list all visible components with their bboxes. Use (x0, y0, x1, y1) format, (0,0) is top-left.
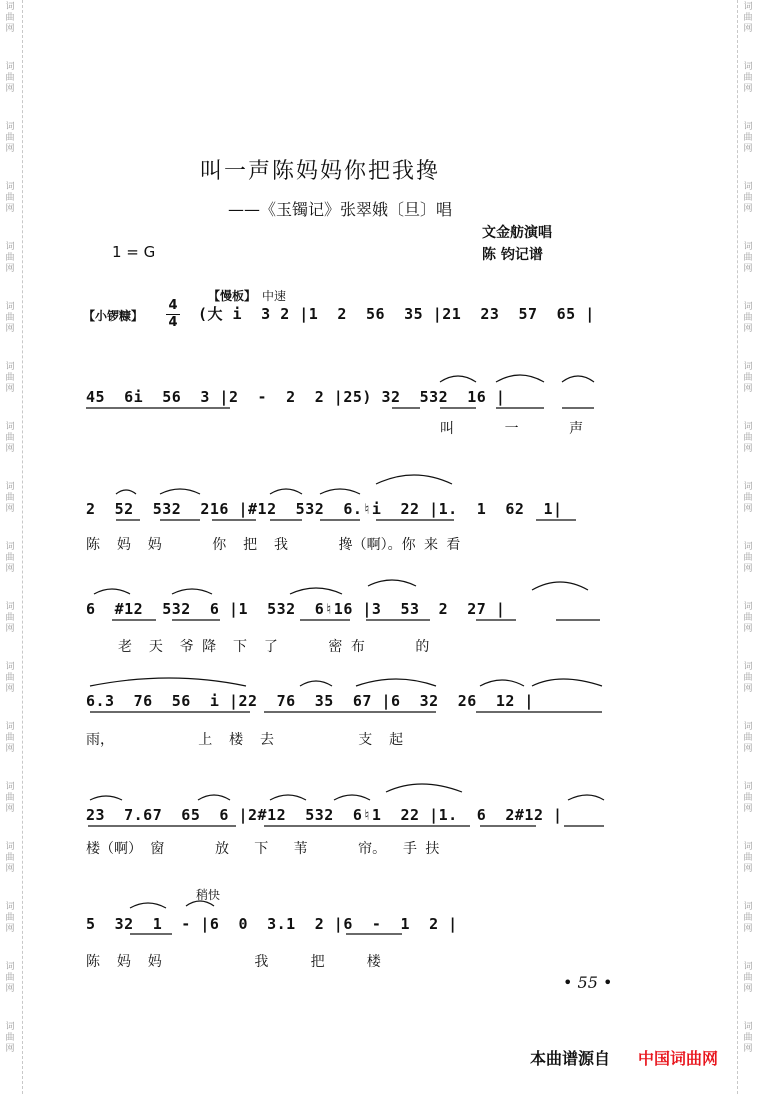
watermark-text: 词 曲 网 (5, 122, 15, 154)
slur-arc (356, 679, 436, 686)
slur-arc (270, 795, 306, 800)
slur-arc (562, 376, 594, 382)
watermark-text: 词 曲 网 (743, 902, 753, 934)
slur-arc (198, 795, 230, 800)
watermark-text: 词 曲 网 (5, 242, 15, 274)
watermark-text: 词 曲 网 (5, 482, 15, 514)
watermark-text: 词 曲 网 (743, 602, 753, 634)
watermark-text: 词 曲 网 (743, 62, 753, 94)
time-signature-bottom: 4 (166, 314, 180, 331)
slur-arc (568, 795, 604, 800)
watermark-text: 词 曲 网 (743, 302, 753, 334)
faster-marking: 稍快 (196, 888, 221, 902)
slur-arc (116, 490, 136, 494)
watermark-text: 词 曲 网 (743, 242, 753, 274)
watermark-text: 词 曲 网 (5, 62, 15, 94)
slur-arc (376, 475, 452, 484)
slur-arc (172, 589, 212, 594)
watermark-text: 词 曲 网 (5, 362, 15, 394)
watermark-text: 词 曲 网 (743, 722, 753, 754)
system-2-lyrics: 叫 一 声 (440, 421, 584, 437)
watermark-text: 词 曲 网 (743, 962, 753, 994)
page-number: • 55 • (563, 973, 613, 992)
slur-arc (270, 489, 302, 494)
slur-arc (300, 681, 332, 686)
watermark-text: 词 曲 网 (5, 302, 15, 334)
system-4-lyrics: 老 天 爷 降 下 了 密 布 的 (118, 639, 430, 655)
watermark-text: 词 曲 网 (5, 602, 15, 634)
watermark-text: 词 曲 网 (743, 662, 753, 694)
watermark-text: 词 曲 网 (5, 842, 15, 874)
slur-arc (334, 795, 370, 800)
slur-arc (386, 784, 462, 792)
system-3-lyrics: 陈 妈 妈 你 把 我 搀（啊）。你 来 看 (86, 537, 461, 553)
watermark-text: 词 曲 网 (5, 542, 15, 574)
watermark-text: 词 曲 网 (743, 542, 753, 574)
slur-arc (90, 678, 246, 686)
time-signature-top: 4 (168, 298, 178, 313)
system-2-notes: 45 6i 56 3 |2 - 2 2 |25) 32 532 16 | (86, 388, 506, 406)
system-5-notes: 6.3 76 56 i |22 76 35 67 |6 32 26 12 | (86, 692, 534, 710)
slur-arc (532, 679, 602, 686)
watermark-text: 词 曲 网 (5, 182, 15, 214)
slur-arc (532, 582, 588, 590)
watermark-text: 词 曲 网 (743, 422, 753, 454)
watermark-text: 词 曲 网 (5, 782, 15, 814)
watermark-text: 词 曲 网 (743, 122, 753, 154)
watermark-text: 词 曲 网 (743, 1022, 753, 1054)
tempo-marking: 【慢板】 (208, 289, 257, 303)
key-signature: 1 = G (112, 243, 156, 261)
slur-arc (290, 588, 342, 594)
footer-source-site[interactable]: 中国词曲网 (638, 1049, 719, 1068)
watermark-text: 词 曲 网 (743, 842, 753, 874)
watermark-text: 词 曲 网 (743, 2, 753, 34)
slur-arc (94, 589, 130, 594)
watermark-text: 词 曲 网 (5, 1022, 15, 1054)
singer-credit: 文金舫演唱 (482, 225, 552, 241)
slur-arc (90, 796, 122, 800)
watermark-text: 词 曲 网 (5, 422, 15, 454)
footer-source-label: 本曲谱源自 (530, 1049, 611, 1068)
notator-credit: 陈 钧记谱 (482, 247, 543, 263)
slur-arc (130, 903, 166, 908)
watermark-text: 词 曲 网 (743, 362, 753, 394)
watermark-text: 词 曲 网 (743, 182, 753, 214)
watermark-text: 词 曲 网 (743, 782, 753, 814)
tempo-word: 中速 (262, 289, 287, 303)
slur-arc (496, 375, 544, 382)
watermark-text: 词 曲 网 (5, 902, 15, 934)
intro-label: 【小锣糠】 (83, 309, 144, 323)
system-6-notes: 23 7.67 65 6 |2#12 532 6♮1 22 |1. 6 2#12 | (86, 806, 563, 824)
song-title: 叫一声陈妈妈你把我搀 (200, 159, 441, 184)
watermark-text: 词 曲 网 (5, 2, 15, 34)
song-subtitle: ——《玉镯记》张翠娥〔旦〕唱 (228, 200, 453, 219)
slur-arc (440, 376, 476, 382)
system-6-lyrics: 楼（啊） 窗 放 下 苇 帘。 手 扶 (86, 841, 440, 857)
slur-arc (186, 901, 214, 906)
slur-arc (160, 489, 200, 494)
slur-arc (480, 680, 524, 686)
watermark-text: 词 曲 网 (5, 662, 15, 694)
system-7-notes: 5 32 1 - |6 0 3.1 2 |6 - 1 2 | (86, 915, 458, 933)
system-5-lyrics: 雨， 上 楼 去 支 起 (86, 732, 404, 748)
watermark-text: 词 曲 网 (5, 722, 15, 754)
system-4-notes: 6 #12 532 6 |1 532 6♮16 |3 53 2 27 | (86, 600, 506, 618)
slur-arc (320, 489, 360, 494)
system-7-lyrics: 陈 妈 妈 我 把 楼 (86, 954, 381, 970)
watermark-text: 词 曲 网 (743, 482, 753, 514)
slur-arc (368, 580, 416, 586)
system-3-notes: 2 52 532 216 |#12 532 6.♮i 22 |1. 1 62 1| (86, 500, 563, 518)
watermark-text: 词 曲 网 (5, 962, 15, 994)
system-1-notes: (大 i 3 2 |1 2 56 35 |21 23 57 65 | (198, 305, 595, 323)
